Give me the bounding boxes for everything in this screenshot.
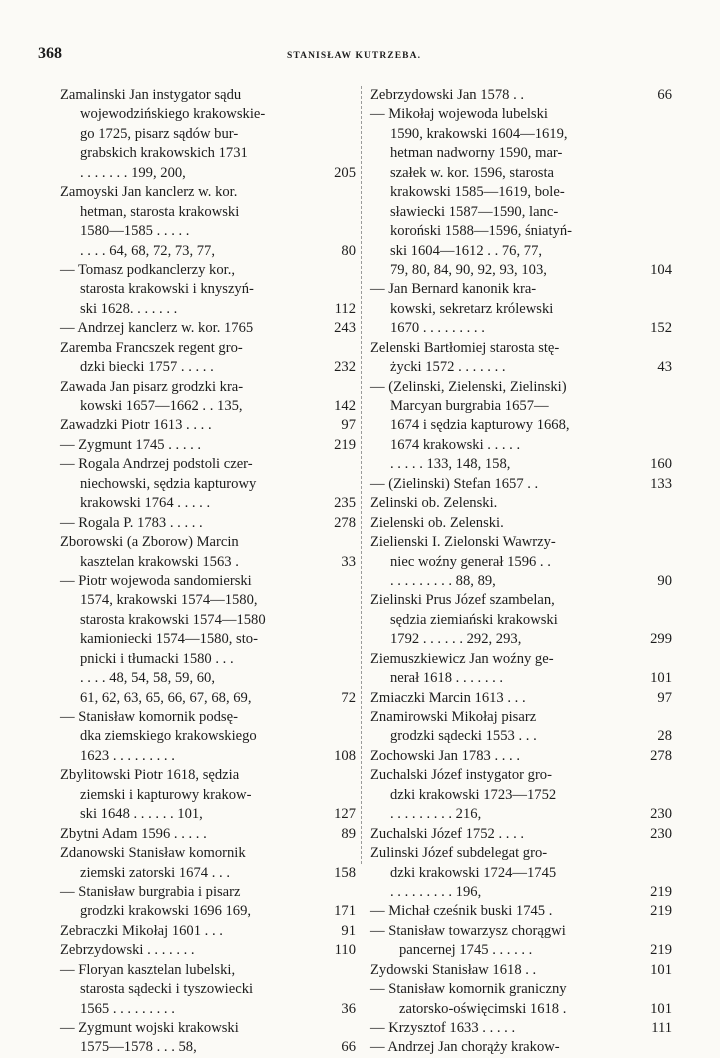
- index-entry-text: Zamalinski Jan instygator sądu: [60, 87, 242, 103]
- index-entry-text: — Mikołaj wojewoda lubelski: [370, 106, 548, 123]
- index-line: [370, 630, 672, 649]
- index-entry-text: Ziemuszkiewicz Jan woźny ge-: [370, 650, 554, 667]
- index-entry-text: — Zygmunt wojski krakowski: [60, 1020, 239, 1036]
- index-line: [60, 1038, 356, 1057]
- index-entry-text: starosta krakowski i knyszyń-: [80, 281, 254, 298]
- index-entry-text: Zborowski (a Zborow) Marcin: [60, 534, 239, 551]
- page-reference: 299: [650, 631, 672, 648]
- index-line: [60, 300, 356, 319]
- index-entry-text: — Zygmunt 1745 . . . . .: [60, 436, 202, 453]
- page-reference: 97: [341, 417, 356, 434]
- index-entry-text: grodzki sądecki 1553 . . .: [390, 728, 537, 745]
- index-line: [370, 105, 672, 124]
- index-line: [370, 319, 672, 338]
- index-entry-text: Zulinski Józef subdelegat gro-: [370, 845, 548, 862]
- page-reference: 33: [341, 553, 356, 570]
- page-number: 368: [38, 45, 62, 62]
- index-line: [370, 727, 672, 746]
- index-entry-text: 1580—1585 . . . . .: [80, 223, 190, 240]
- index-line: [60, 630, 356, 649]
- index-entry-text: — Stanisław komornik podsę-: [60, 709, 238, 725]
- index-entry-text: Zielienski I. Zielonski Wawrzy-: [370, 534, 556, 551]
- page-reference: 104: [650, 261, 672, 278]
- index-entry-text: Marcyan burgrabia 1657—: [390, 398, 549, 414]
- page-reference: 36: [341, 1000, 356, 1017]
- index-line: [60, 105, 356, 124]
- index-line: [370, 591, 672, 610]
- index-line: [370, 669, 672, 688]
- index-entry-text: — Stanisław komornik graniczny: [370, 981, 567, 998]
- index-line: [370, 183, 672, 202]
- index-entry-text: Zbytni Adam 1596 . . . . .: [60, 825, 207, 842]
- page-reference: 28: [657, 728, 672, 745]
- index-entry-text: starosta sądecki i tyszowiecki: [80, 981, 254, 998]
- index-line: [60, 164, 356, 183]
- page-reference: 80: [341, 242, 356, 259]
- index-line: [60, 494, 356, 513]
- index-entry-text: wojewodzińskiego krakowskie-: [80, 106, 266, 123]
- index-line: [60, 222, 356, 241]
- page-reference: 160: [650, 456, 672, 473]
- index-line: [370, 708, 672, 727]
- index-line: [370, 203, 672, 222]
- index-entry-text: nerał 1618 . . . . . . .: [390, 670, 504, 687]
- index-entry-text: — Floryan kasztelan lubelski,: [60, 961, 236, 978]
- page-reference: 142: [334, 398, 356, 414]
- index-entry-text: . . . . 48, 54, 58, 59, 60,: [80, 670, 215, 687]
- page-reference: 66: [341, 1039, 356, 1056]
- page-reference: 152: [650, 320, 672, 337]
- page-reference: 43: [657, 359, 672, 376]
- index-entry-text: kowski, sekretarz królewski: [390, 300, 554, 317]
- index-entry-text: — Michał cześnik buski 1745 .: [370, 903, 553, 920]
- index-line: [370, 825, 672, 844]
- index-line: [60, 805, 356, 824]
- index-entry-text: — Stanisław towarzysz chorągwi: [370, 922, 566, 939]
- index-line: [60, 669, 356, 688]
- page-reference: 219: [650, 903, 672, 920]
- index-line: [60, 727, 356, 746]
- index-entry-text: ziemski i kapturowy krakow-: [80, 786, 252, 803]
- index-entry-text: ski 1648 . . . . . . 101,: [80, 806, 203, 823]
- index-entry-text: zatorsko-oświęcimski 1618 .: [399, 1000, 567, 1017]
- index-line: [370, 1019, 672, 1038]
- index-line: [60, 922, 356, 941]
- index-entry-text: Zbylitowski Piotr 1618, sędzia: [60, 767, 240, 784]
- index-line: [60, 378, 356, 397]
- index-entry-text: 1792 . . . . . . 292, 293,: [390, 631, 522, 648]
- index-entry-text: — Krzysztof 1633 . . . . .: [370, 1020, 516, 1036]
- index-entry-text: — (Zielinski) Stefan 1657 . .: [370, 475, 539, 492]
- index-entry-text: 1590, krakowski 1604—1619,: [390, 125, 568, 142]
- index-line: [370, 378, 672, 397]
- index-entry-text: Zielinski Prus Józef szambelan,: [370, 592, 555, 609]
- index-line: [60, 708, 356, 727]
- page-reference: 232: [334, 359, 356, 376]
- index-line: [60, 591, 356, 610]
- index-line: [60, 86, 356, 105]
- page-reference: 101: [650, 670, 672, 687]
- index-entry-text: grodzki krakowski 1696 169,: [80, 903, 252, 920]
- index-entry-text: kamioniecki 1574—1580, sto-: [80, 631, 258, 648]
- page-reference: 278: [334, 514, 356, 531]
- index-entry-text: życki 1572 . . . . . . .: [390, 359, 506, 376]
- index-line: [60, 125, 356, 144]
- index-line: [60, 766, 356, 785]
- index-line: [60, 980, 356, 999]
- index-entry-text: ski 1604—1612 . . 76, 77,: [390, 242, 543, 259]
- index-entry-text: Zebrzydowski . . . . . . .: [60, 942, 195, 959]
- index-line: [60, 825, 356, 844]
- index-entry-text: Zochowski Jan 1783 . . . .: [370, 747, 520, 764]
- page-reference: 133: [650, 475, 672, 492]
- index-line: [370, 1038, 672, 1057]
- index-line: [60, 650, 356, 669]
- index-entry-text: pancernej 1745 . . . . . .: [399, 942, 533, 959]
- page-reference: 97: [657, 689, 672, 706]
- index-line: [60, 844, 356, 863]
- index-entry-text: Zawada Jan pisarz grodzki kra-: [60, 378, 244, 395]
- index-line: [60, 397, 356, 416]
- index-line: [370, 261, 672, 280]
- index-line: [60, 475, 356, 494]
- page-reference: 219: [650, 883, 672, 900]
- index-entry-text: — Rogala P. 1783 . . . . .: [60, 514, 203, 531]
- index-entry-text: Zuchalski Józef 1752 . . . .: [370, 825, 525, 842]
- index-line: [370, 883, 672, 902]
- page-reference: 171: [334, 903, 356, 920]
- index-entry-text: . . . . . . . . . 88, 89,: [390, 572, 496, 589]
- index-entry-text: sędzia ziemiański krakowski: [390, 611, 558, 628]
- index-entry-text: krakowski 1585—1619, bole-: [390, 184, 565, 201]
- index-line: [370, 144, 672, 163]
- index-line: [60, 416, 356, 435]
- index-entry-text: pnicki i tłumacki 1580 . . .: [80, 650, 234, 667]
- index-entry-text: Zawadzki Piotr 1613 . . . .: [60, 417, 212, 434]
- page-reference: 110: [334, 942, 356, 959]
- page-reference: 230: [650, 825, 672, 842]
- index-line: [370, 844, 672, 863]
- index-line: [60, 1000, 356, 1019]
- index-line: [60, 514, 356, 533]
- index-line: [60, 611, 356, 630]
- page-reference: 72: [341, 689, 356, 706]
- index-line: [60, 883, 356, 902]
- page-reference: 278: [650, 747, 672, 764]
- index-entry-text: dzki krakowski 1723—1752: [390, 786, 557, 803]
- index-line: [60, 358, 356, 377]
- page-reference: 158: [334, 864, 356, 881]
- index-entry-text: . . . . . . . . . 216,: [390, 806, 482, 823]
- index-line: [60, 864, 356, 883]
- index-entry-text: Zielenski ob. Zelenski.: [370, 514, 504, 531]
- index-entry-text: Zmiaczki Marcin 1613 . . .: [370, 689, 526, 706]
- index-line: [370, 1000, 672, 1019]
- index-entry-text: krakowski 1764 . . . . .: [80, 495, 211, 512]
- index-entry-text: — Rogala Andrzej podstoli czer-: [60, 456, 253, 473]
- page-reference: 101: [650, 961, 672, 978]
- index-entry-text: go 1725, pisarz sądów bur-: [80, 125, 239, 142]
- index-line: [370, 436, 672, 455]
- page-reference: 91: [341, 922, 356, 939]
- index-line: [60, 941, 356, 960]
- page-reference: 219: [334, 436, 356, 453]
- index-entry-text: 1565 . . . . . . . . .: [80, 1000, 175, 1017]
- index-line: [370, 980, 672, 999]
- index-entry-text: 1575—1578 . . . 58,: [80, 1039, 197, 1056]
- index-entry-text: hetman nadworny 1590, mar-: [390, 145, 563, 162]
- index-line: [60, 339, 356, 358]
- index-line: [370, 922, 672, 941]
- index-entry-text: starosta krakowski 1574—1580: [80, 611, 266, 628]
- index-line: [60, 280, 356, 299]
- index-column-right: [370, 86, 672, 1058]
- page-reference: 101: [650, 1000, 672, 1017]
- index-entry-text: — Jan Bernard kanonik kra-: [370, 281, 537, 298]
- index-entry-text: Zaremba Francszek regent gro-: [60, 339, 243, 356]
- index-entry-text: 1574, krakowski 1574—1580,: [80, 592, 258, 609]
- index-line: [370, 689, 672, 708]
- index-line: [60, 533, 356, 552]
- index-line: [60, 455, 356, 474]
- index-line: [370, 805, 672, 824]
- page-reference: 66: [657, 87, 672, 103]
- index-line: [370, 280, 672, 299]
- page-reference: 89: [341, 825, 356, 842]
- index-line: [60, 553, 356, 572]
- index-entry-text: dka ziemskiego krakowskiego: [80, 728, 257, 745]
- index-entry-text: Zelenski Bartłomiej starosta stę-: [370, 339, 560, 356]
- index-entry-text: koroński 1588—1596, śniatyń-: [390, 223, 573, 240]
- index-entry-text: Zdanowski Stanisław komornik: [60, 845, 246, 862]
- index-entry-text: — Tomasz podkanclerzy kor.,: [60, 261, 236, 278]
- index-entry-text: Zelinski ob. Zelenski.: [370, 495, 498, 512]
- index-entry-text: . . . . . 133, 148, 158,: [390, 456, 511, 473]
- index-column-left: [60, 86, 356, 1058]
- index-line: [370, 864, 672, 883]
- index-line: [370, 572, 672, 591]
- index-line: [60, 1019, 356, 1038]
- index-line: [60, 183, 356, 202]
- index-line: [60, 242, 356, 261]
- index-entry-text: . . . . 64, 68, 72, 73, 77,: [80, 242, 215, 259]
- page-reference: 108: [334, 747, 356, 764]
- index-entry-text: . . . . . . . 199, 200,: [80, 164, 186, 181]
- index-entry-text: sławiecki 1587—1590, lanc-: [390, 203, 559, 220]
- index-line: [370, 902, 672, 921]
- index-line: [370, 125, 672, 144]
- index-line: [60, 747, 356, 766]
- index-line: [370, 416, 672, 435]
- index-entry-text: 1674 i sędzia kapturowy 1668,: [390, 417, 570, 434]
- index-line: [60, 786, 356, 805]
- index-entry-text: Zydowski Stanisław 1618 . .: [370, 961, 537, 978]
- index-line: [60, 203, 356, 222]
- index-entry-text: 1623 . . . . . . . . .: [80, 747, 175, 764]
- index-line: [370, 514, 672, 533]
- index-line: [370, 786, 672, 805]
- index-entry-text: . . . . . . . . . 196,: [390, 883, 482, 900]
- page-reference: 235: [334, 495, 356, 512]
- index-entry-text: Znamirowski Mikołaj pisarz: [370, 709, 537, 725]
- index-entry-text: Zebraczki Mikołaj 1601 . . .: [60, 922, 223, 939]
- index-line: [370, 961, 672, 980]
- index-line: [60, 261, 356, 280]
- index-entry-text: — Piotr wojewoda sandomierski: [60, 572, 252, 589]
- index-line: [370, 164, 672, 183]
- page-reference: 111: [651, 1020, 672, 1036]
- index-entry-text: — (Zelinski, Zielenski, Zielinski): [370, 378, 567, 395]
- index-entry-text: — Andrzej kanclerz w. kor. 1765: [60, 320, 254, 337]
- index-entry-text: niec woźny generał 1596 . .: [390, 553, 551, 570]
- page-reference: 90: [657, 572, 672, 589]
- index-line: [60, 436, 356, 455]
- index-line: [370, 475, 672, 494]
- index-line: [60, 572, 356, 591]
- index-entry-text: 79, 80, 84, 90, 92, 93, 103,: [390, 261, 547, 278]
- index-entry-text: hetman, starosta krakowski: [80, 203, 240, 220]
- index-line: [60, 144, 356, 163]
- index-entry-text: 1670 . . . . . . . . .: [390, 320, 485, 337]
- index-line: [370, 339, 672, 358]
- index-line: [370, 86, 672, 105]
- index-entry-text: szałek w. kor. 1596, starosta: [390, 164, 555, 181]
- index-entry-text: grabskich krakowskich 1731: [80, 145, 248, 162]
- index-entry-text: — Andrzej Jan chorąży krakow-: [370, 1039, 560, 1056]
- page-reference: 205: [334, 164, 356, 181]
- index-entry-text: Zamoyski Jan kanclerz w. kor.: [60, 184, 238, 201]
- index-line: [60, 961, 356, 980]
- index-line: [370, 747, 672, 766]
- index-line: [60, 319, 356, 338]
- index-entry-text: Zebrzydowski Jan 1578 . .: [370, 87, 525, 103]
- index-entry-text: 1674 krakowski . . . . .: [390, 436, 521, 453]
- index-entry-text: 61, 62, 63, 65, 66, 67, 68, 69,: [80, 689, 252, 706]
- running-head: STANISŁAW KUTRZEBA.: [287, 51, 422, 61]
- index-line: [370, 300, 672, 319]
- index-line: [370, 397, 672, 416]
- index-entry-text: dzki krakowski 1724—1745: [390, 864, 557, 881]
- index-entry-text: kowski 1657—1662 . . 135,: [80, 398, 243, 414]
- page-reference: 112: [334, 300, 356, 317]
- index-entry-text: ski 1628. . . . . . .: [80, 300, 178, 317]
- page-reference: 219: [650, 942, 672, 959]
- index-line: [370, 533, 672, 552]
- index-entry-text: Zuchalski Józef instygator gro-: [370, 767, 552, 784]
- index-line: [370, 494, 672, 513]
- index-entry-text: — Stanisław burgrabia i pisarz: [60, 883, 241, 900]
- index-line: [370, 455, 672, 474]
- index-line: [370, 611, 672, 630]
- index-line: [370, 941, 672, 960]
- index-line: [370, 358, 672, 377]
- index-entry-text: ziemski zatorski 1674 . . .: [80, 864, 230, 881]
- index-entry-text: kasztelan krakowski 1563 .: [80, 553, 239, 570]
- index-line: [60, 689, 356, 708]
- page-reference: 243: [334, 320, 356, 337]
- column-divider: [361, 86, 362, 864]
- index-entry-text: dzki biecki 1757 . . . . .: [80, 359, 214, 376]
- page-reference: 127: [334, 806, 356, 823]
- index-line: [370, 766, 672, 785]
- index-line: [370, 553, 672, 572]
- index-line: [370, 242, 672, 261]
- page-reference: 230: [650, 806, 672, 823]
- index-line: [60, 902, 356, 921]
- index-entry-text: niechowski, sędzia kapturowy: [80, 475, 257, 492]
- index-line: [370, 222, 672, 241]
- index-line: [370, 650, 672, 669]
